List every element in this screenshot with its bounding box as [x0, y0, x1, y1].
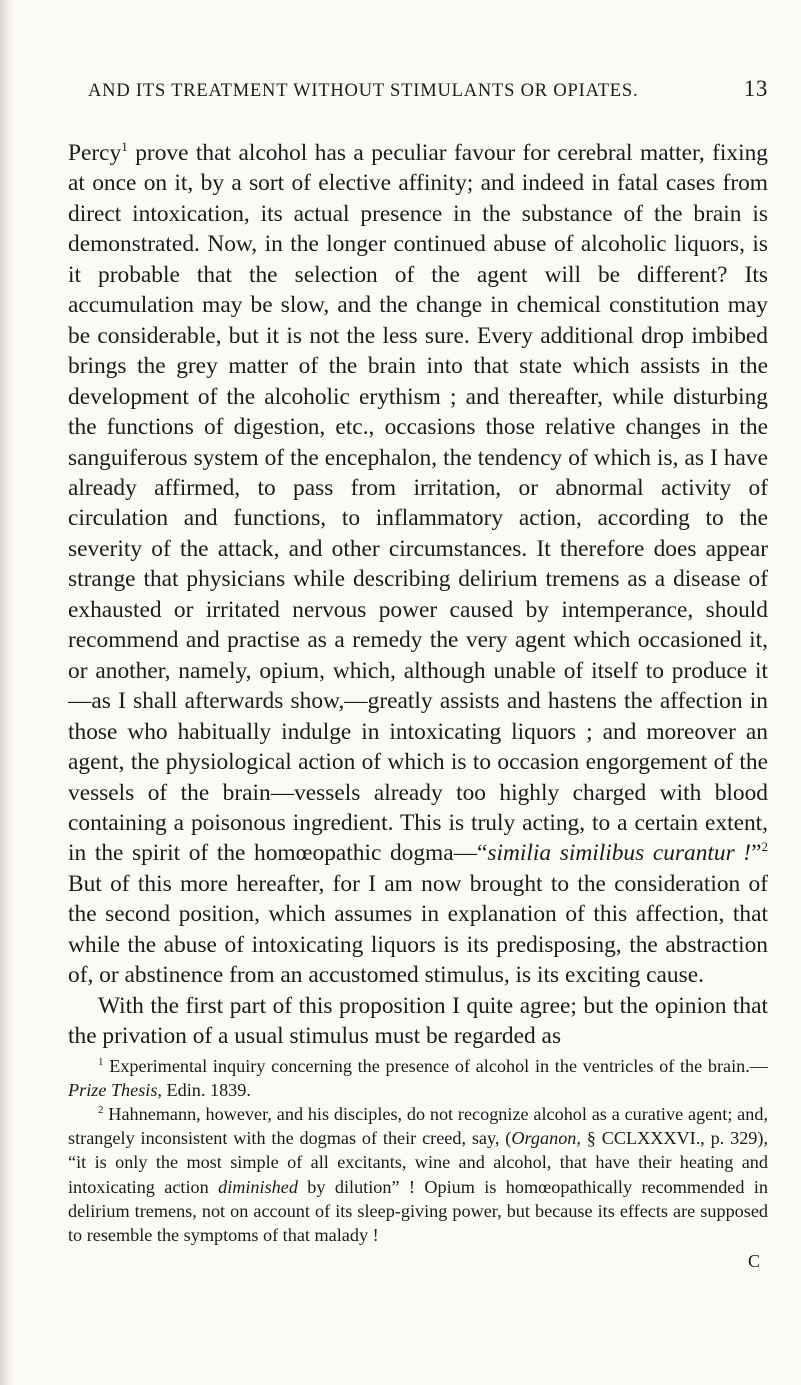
p1-text-a: Percy	[68, 140, 122, 166]
paragraph-2: With the first part of this proposition I quite agree; but the opinion that the privation of a usual stimulus must be regarded as	[68, 992, 768, 1050]
footnote-2-italic-1: Organon,	[511, 1128, 581, 1149]
paragraph-1	[68, 138, 768, 991]
footnote-1-number: 1	[98, 1055, 104, 1068]
binding-edge	[0, 0, 14, 1385]
footnote-1-text-a: Experimental inquiry concerning the presence of alcohol in the ventricles of the brain.—	[103, 1055, 768, 1076]
footnote-2-text-a: Hahnemann, however, and his disciples, do not recognize alcohol as a curative agent; and, strangely inconsistent with the dogmas of their creed, say, (	[68, 1104, 768, 1149]
p1-text-d: But of this more hereafter, for I am now brought to the consideration of the second position, which assumes in explanation of this affection, that while the abuse of intoxicating liquors is its predisposing, the abstraction of, or abstinence from an accustomed stimulus, is its exciting cause.	[68, 870, 768, 989]
page-number: 13	[743, 76, 768, 101]
footnote-ref-2: 2	[761, 839, 768, 855]
footnote-2-text-c: by dilution” ! Opium is homœopathically recommended in delirium tremens, not on account of its sleep-giving power, but because its effects are supposed to resemble the symptoms of that malady !	[68, 1176, 768, 1246]
footnote-ref-1: 1	[121, 139, 128, 155]
footnote-1-text-b: Edin. 1839.	[161, 1079, 251, 1100]
latin-phrase: similia similibus curantur !	[487, 840, 752, 867]
p1-text-b: prove that alcohol has a peculiar favour for cerebral matter, fixing at once on it, by a sort of elective affinity; and indeed in fatal cases from direct intoxication, its actual presence in the substance of the brain is demonstrated. Now, in the longer continued abuse of alcoholic liquors, is it probable that the selection of the agent will be different? Its accumulation may be slow, and the change in chemical constitution may be considerable, but it is not the less sure. Every additional drop imbibed brings the grey matter of the brain into that state which assists in the development of the alcoholic erythism ; and thereafter, while disturbing the functions of digestion, etc., occasions those relative changes in the sanguiferous system of the encephalon, the tendency of which is, as I have already affirmed, to pass from irritation, or abnormal activity of circulation and functions, to inflammatory action, according to the severity of the attack, and other circumstances. It therefore does appear strange that physicians while describing delirium tremens as a disease of exhausted or irritated nervous power caused by intemperance, should recommend and practise as a remedy the very agent which occasioned it, or another, namely, opium, which, although unable of itself to produce it—as I shall afterwards show,—greatly assists and hastens the affection in those who habitually indulge in intoxicating liquors ; and moreover an agent, the physiological action of which is to occasion engorgement of the vessels of the brain—vessels already too highly charged with blood containing a poisonous ingredient. This is truly acting, to a certain extent, in the spirit of the homœopathic dogma—“	[68, 140, 768, 867]
footnote-2-italic-2: diminished	[218, 1176, 298, 1197]
footnotes	[68, 1054, 768, 1248]
body-text	[68, 138, 768, 1052]
footnote-2-number: 2	[98, 1103, 104, 1116]
running-head	[88, 76, 768, 112]
footnote-2-text-b: § CCLXXXVI., p. 329), “it is only the most simple of all excitants, wine and alcohol, that have their heating and intoxicating action	[68, 1128, 769, 1197]
running-title: AND ITS TREATMENT WITHOUT STIMULANTS OR OPIATES.	[88, 81, 639, 101]
book-page	[68, 76, 768, 1272]
footnote-1-italic: Prize Thesis,	[68, 1079, 162, 1100]
signature-mark: C	[747, 1251, 760, 1272]
footnote-2	[68, 1102, 768, 1247]
footnote-1	[68, 1054, 768, 1102]
p1-text-c: ”	[751, 840, 762, 867]
